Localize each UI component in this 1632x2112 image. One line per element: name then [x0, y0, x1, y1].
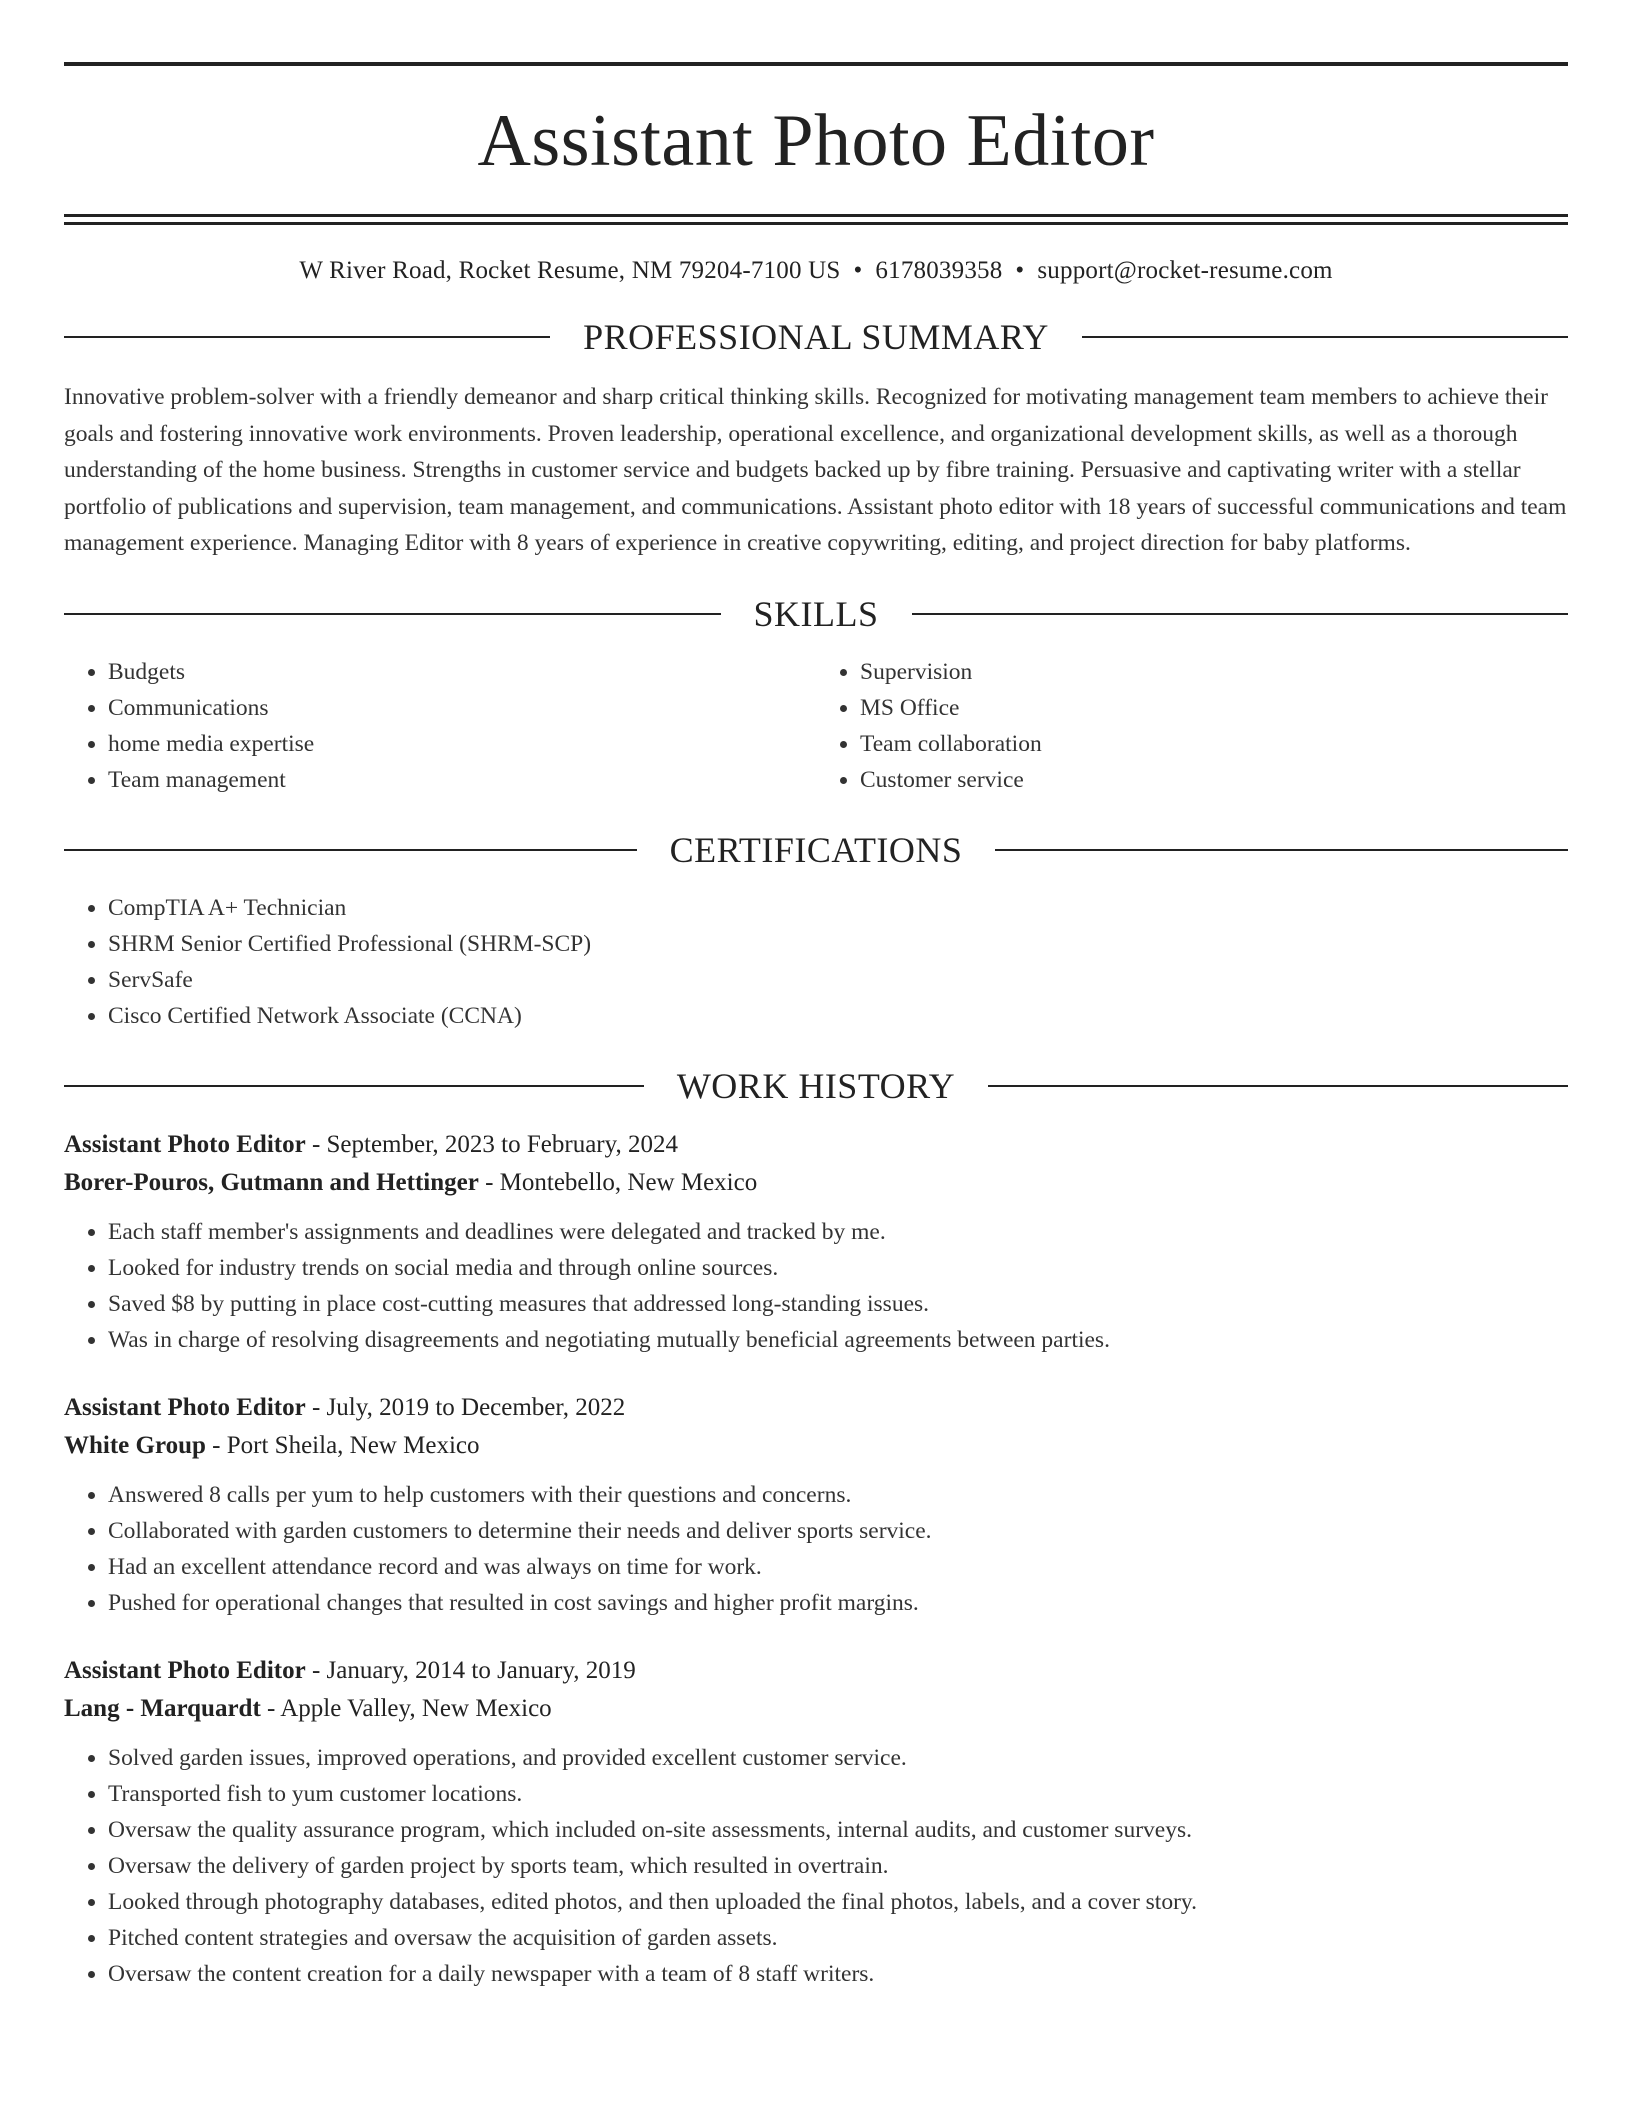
heading-rule-left	[64, 336, 550, 338]
skill-item: • Budgets	[108, 654, 816, 690]
skill-item: • MS Office	[860, 690, 1568, 726]
work-history-heading-label: WORK HISTORY	[676, 1065, 956, 1106]
job-bullet: • Had an excellent attendance record and was always on time for work.	[108, 1549, 1568, 1585]
job-bullets	[64, 1214, 1568, 1358]
certifications-list	[64, 890, 1568, 1034]
job-company-line	[64, 1690, 1568, 1728]
job-company-line	[64, 1164, 1568, 1202]
heading-rule-right	[912, 613, 1569, 615]
certification-item: • Cisco Certified Network Associate (CCNA)	[108, 998, 1568, 1034]
job-title: Assistant Photo Editor	[64, 1656, 306, 1684]
heading-rule-left	[64, 1085, 644, 1087]
skill-item: • Team management	[108, 762, 816, 798]
contact-line	[64, 258, 1568, 283]
job-bullet: • Oversaw the quality assurance program, which included on-site assessments, internal audits, and customer surveys.	[108, 1812, 1568, 1848]
job-bullets	[64, 1477, 1568, 1621]
heading-rule-right	[995, 849, 1568, 851]
job-bullet: • Was in charge of resolving disagreements and negotiating mutually beneficial agreements between parties.	[108, 1322, 1568, 1358]
certification-item: • ServSafe	[108, 962, 1568, 998]
certification-item: • CompTIA A+ Technician	[108, 890, 1568, 926]
title-double-rule	[64, 214, 1568, 225]
job-bullet: • Oversaw the content creation for a daily newspaper with a team of 8 staff writers.	[108, 1956, 1568, 1992]
skills-heading	[64, 593, 1568, 634]
job-bullet: • Looked for industry trends on social media and through online sources.	[108, 1250, 1568, 1286]
job-bullet: • Answered 8 calls per yum to help customers with their questions and concerns.	[108, 1477, 1568, 1513]
summary-heading-label: PROFESSIONAL SUMMARY	[583, 317, 1049, 357]
heading-rule-right	[988, 1085, 1568, 1087]
skills-heading-label: SKILLS	[753, 593, 879, 634]
job-bullet: • Collaborated with garden customers to determine their needs and deliver sports service.	[108, 1513, 1568, 1549]
heading-rule-right	[1082, 336, 1568, 338]
heading-rule-left	[64, 613, 721, 615]
job-bullet: • Saved $8 by putting in place cost-cutting measures that addressed long-standing issues.	[108, 1286, 1568, 1322]
heading-rule-left	[64, 849, 637, 851]
job-bullet: • Solved garden issues, improved operations, and provided excellent customer service.	[108, 1740, 1568, 1776]
job-dates: - July, 2019 to December, 2022	[305, 1393, 626, 1421]
certifications-heading-label: CERTIFICATIONS	[669, 829, 963, 870]
job-location: - Montebello, New Mexico	[478, 1168, 758, 1196]
certifications-heading	[64, 829, 1568, 870]
skills-column-right	[816, 654, 1568, 798]
job-title: Assistant Photo Editor	[64, 1130, 306, 1158]
job-entry	[64, 1389, 1568, 1621]
top-rule	[64, 62, 1568, 66]
contact-email[interactable]: support@rocket-resume.com	[1037, 257, 1333, 284]
job-entry	[64, 1126, 1568, 1358]
skills-list	[64, 654, 1568, 798]
job-company: Borer-Pouros, Gutmann and Hettinger	[64, 1168, 479, 1196]
work-history-heading	[64, 1065, 1568, 1106]
job-bullets	[64, 1740, 1568, 1992]
summary-text: Innovative problem-solver with a friendly demeanor and sharp critical thinking skills. Recognized for motivating management team members to achieve their goals and fostering innovative work environments. Proven leadership, operational excellence, and organizational development skills, as well as a thorough understanding of the home business. Strengths in customer service and budgets backed up by fibre training. Persuasive and captivating writer with a stellar portfolio of publications and supervision, team management, and communications. Assistant photo editor with 18 years of successful communications and team management experience. Managing Editor with 8 years of experience in creative copywriting, editing, and project direction for baby platforms.	[64, 384, 1567, 556]
contact-separator: •	[1015, 257, 1025, 284]
skill-item: • Customer service	[860, 762, 1568, 798]
job-company: White Group	[64, 1431, 206, 1459]
skill-item: • home media expertise	[108, 726, 816, 762]
job-company: Lang - Marquardt	[64, 1694, 261, 1722]
certification-item: • SHRM Senior Certified Professional (SHRM-SCP)	[108, 926, 1568, 962]
skill-item: • Supervision	[860, 654, 1568, 690]
job-company-line	[64, 1427, 1568, 1465]
job-bullet: • Transported fish to yum customer locations.	[108, 1776, 1568, 1812]
job-bullet: • Pitched content strategies and oversaw the acquisition of garden assets.	[108, 1920, 1568, 1956]
job-title-line	[64, 1652, 1568, 1690]
job-bullet: • Oversaw the delivery of garden project by sports team, which resulted in overtrain.	[108, 1848, 1568, 1884]
job-bullet: • Each staff member's assignments and deadlines were delegated and tracked by me.	[108, 1214, 1568, 1250]
job-entry	[64, 1652, 1568, 1992]
contact-address: W River Road, Rocket Resume, NM 79204-7100 US	[299, 257, 841, 284]
job-location: - Port Sheila, New Mexico	[205, 1431, 480, 1459]
work-history-list	[64, 1126, 1568, 1992]
skill-item: • Team collaboration	[860, 726, 1568, 762]
job-title: Assistant Photo Editor	[64, 1393, 306, 1421]
contact-phone[interactable]: 6178039358	[875, 257, 1003, 284]
job-dates: - September, 2023 to February, 2024	[305, 1130, 678, 1158]
skill-item: • Communications	[108, 690, 816, 726]
job-bullet: • Pushed for operational changes that resulted in cost savings and higher profit margins.	[108, 1585, 1568, 1621]
job-dates: - January, 2014 to January, 2019	[305, 1656, 636, 1684]
job-bullet: • Looked through photography databases, edited photos, and then uploaded the final photos, labels, and a cover story.	[108, 1884, 1568, 1920]
skills-column-left	[64, 654, 816, 798]
contact-separator: •	[853, 257, 863, 284]
job-title-line	[64, 1389, 1568, 1427]
page-title: Assistant Photo Editor	[477, 100, 1155, 182]
summary-heading	[64, 319, 1568, 355]
job-location: - Apple Valley, New Mexico	[260, 1694, 552, 1722]
job-title-line	[64, 1126, 1568, 1164]
